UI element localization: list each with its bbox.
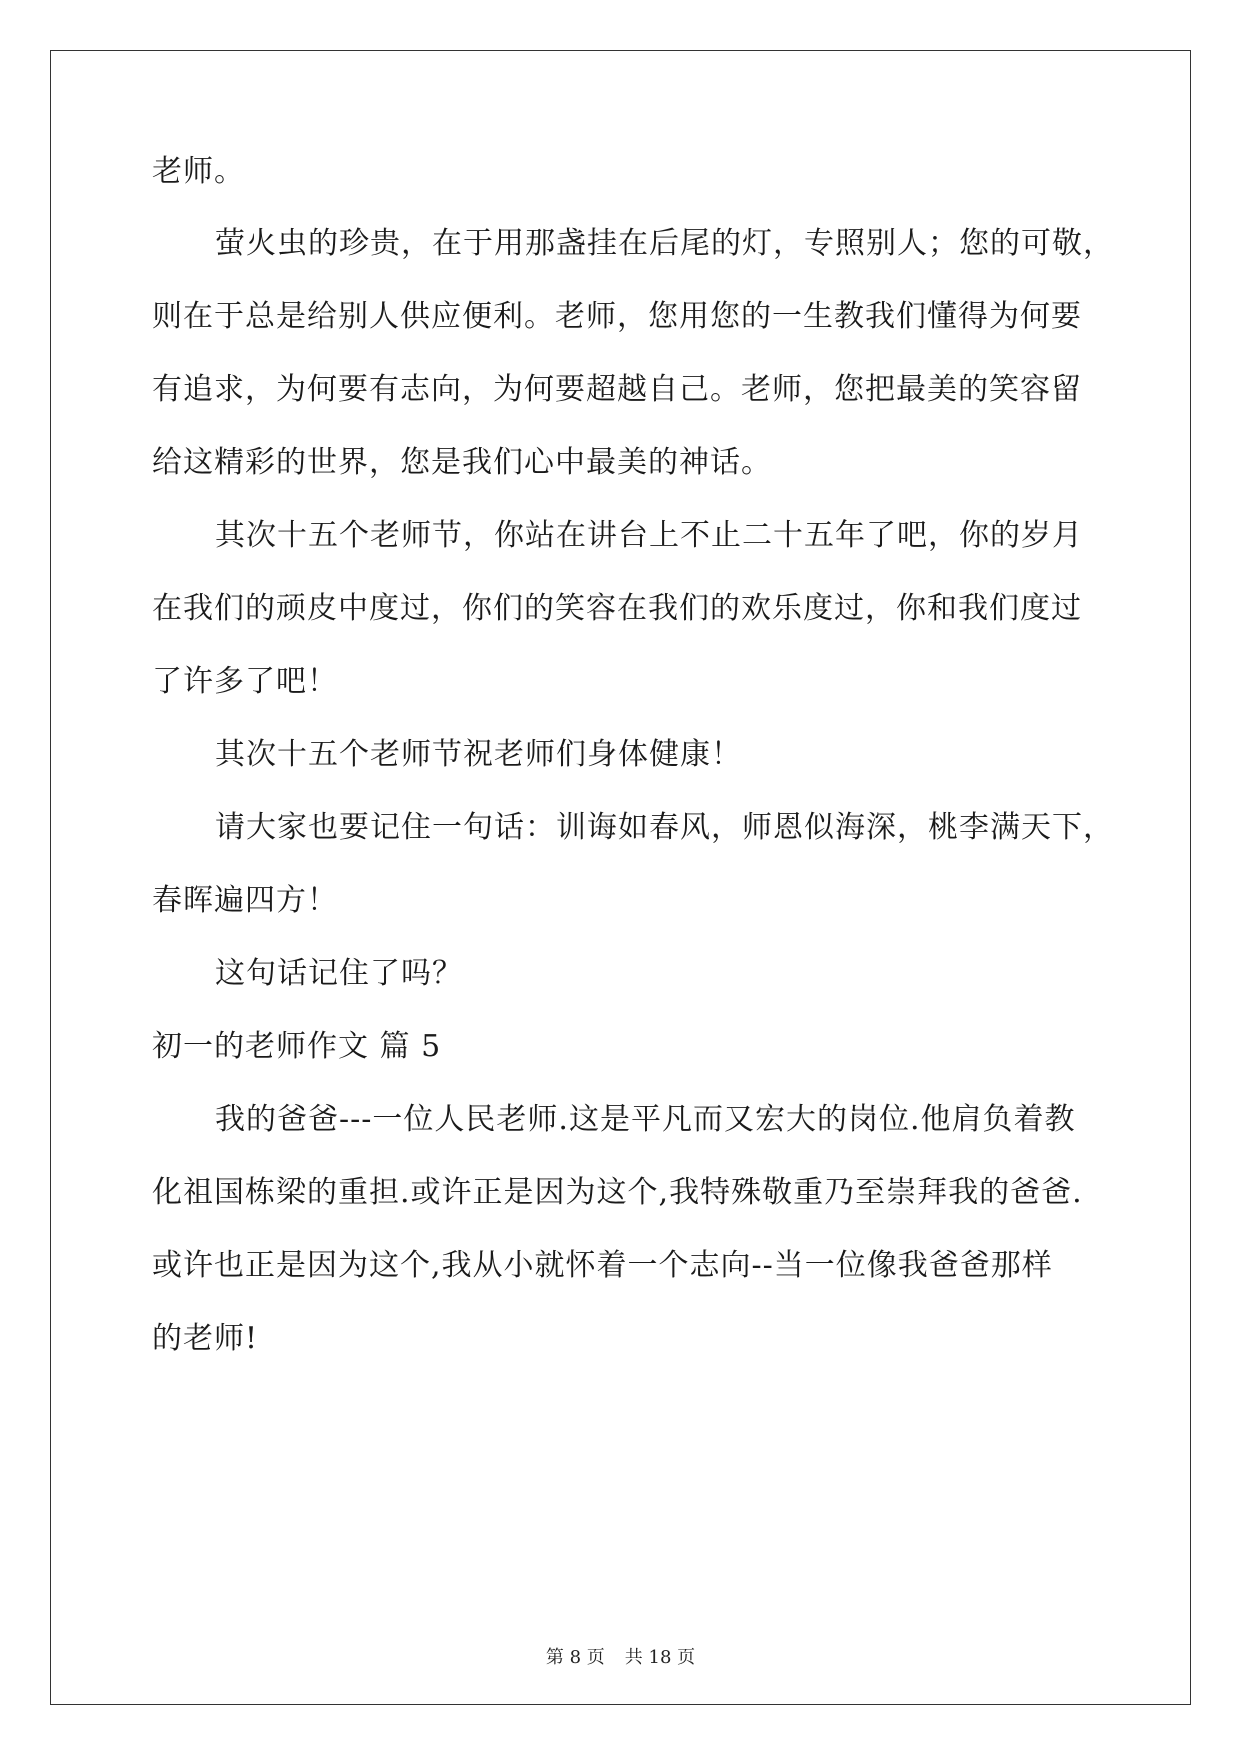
text-line: 这句话记住了吗？ <box>215 956 463 991</box>
text-line: 在我们的顽皮中度过，你们的笑容在我们的欢乐度过，你和我们度过 <box>152 591 1082 626</box>
text-line: 老师。 <box>152 154 245 189</box>
text-line: 我的爸爸---一位人民老师.这是平凡而又宏大的岗位.他肩负着教 <box>215 1102 1076 1137</box>
page-number: 第 8 页 <box>545 1647 605 1668</box>
text-line: 春晖遍四方！ <box>152 883 338 918</box>
text-line: 的老师! <box>152 1321 259 1356</box>
text-line: 萤火虫的珍贵，在于用那盏挂在后尾的灯，专照别人；您的可敬， <box>215 226 1114 261</box>
text-line: 其次十五个老师节祝老师们身体健康！ <box>215 737 742 772</box>
text-line: 其次十五个老师节，你站在讲台上不止二十五年了吧，你的岁月 <box>215 518 1083 553</box>
text-line: 有追求，为何要有志向，为何要超越自己。老师，您把最美的笑容留 <box>152 372 1082 407</box>
text-line: 了许多了吧！ <box>152 664 338 699</box>
page-footer <box>0 1646 1241 1670</box>
text-line: 化祖国栋梁的重担.或许正是因为这个,我特殊敬重乃至崇拜我的爸爸. <box>152 1175 1083 1210</box>
text-line: 请大家也要记住一句话：训诲如春风，师恩似海深，桃李满天下， <box>215 810 1114 845</box>
page-total: 共 18 页 <box>624 1647 696 1668</box>
text-line: 或许也正是因为这个,我从小就怀着一个志向--当一位像我爸爸那样 <box>152 1248 1053 1283</box>
text-line: 给这精彩的世界，您是我们心中最美的神话。 <box>152 445 772 480</box>
section-heading: 初一的老师作文 篇 5 <box>152 1029 442 1064</box>
text-line: 则在于总是给别人供应便利。老师，您用您的一生教我们懂得为何要 <box>152 299 1082 334</box>
